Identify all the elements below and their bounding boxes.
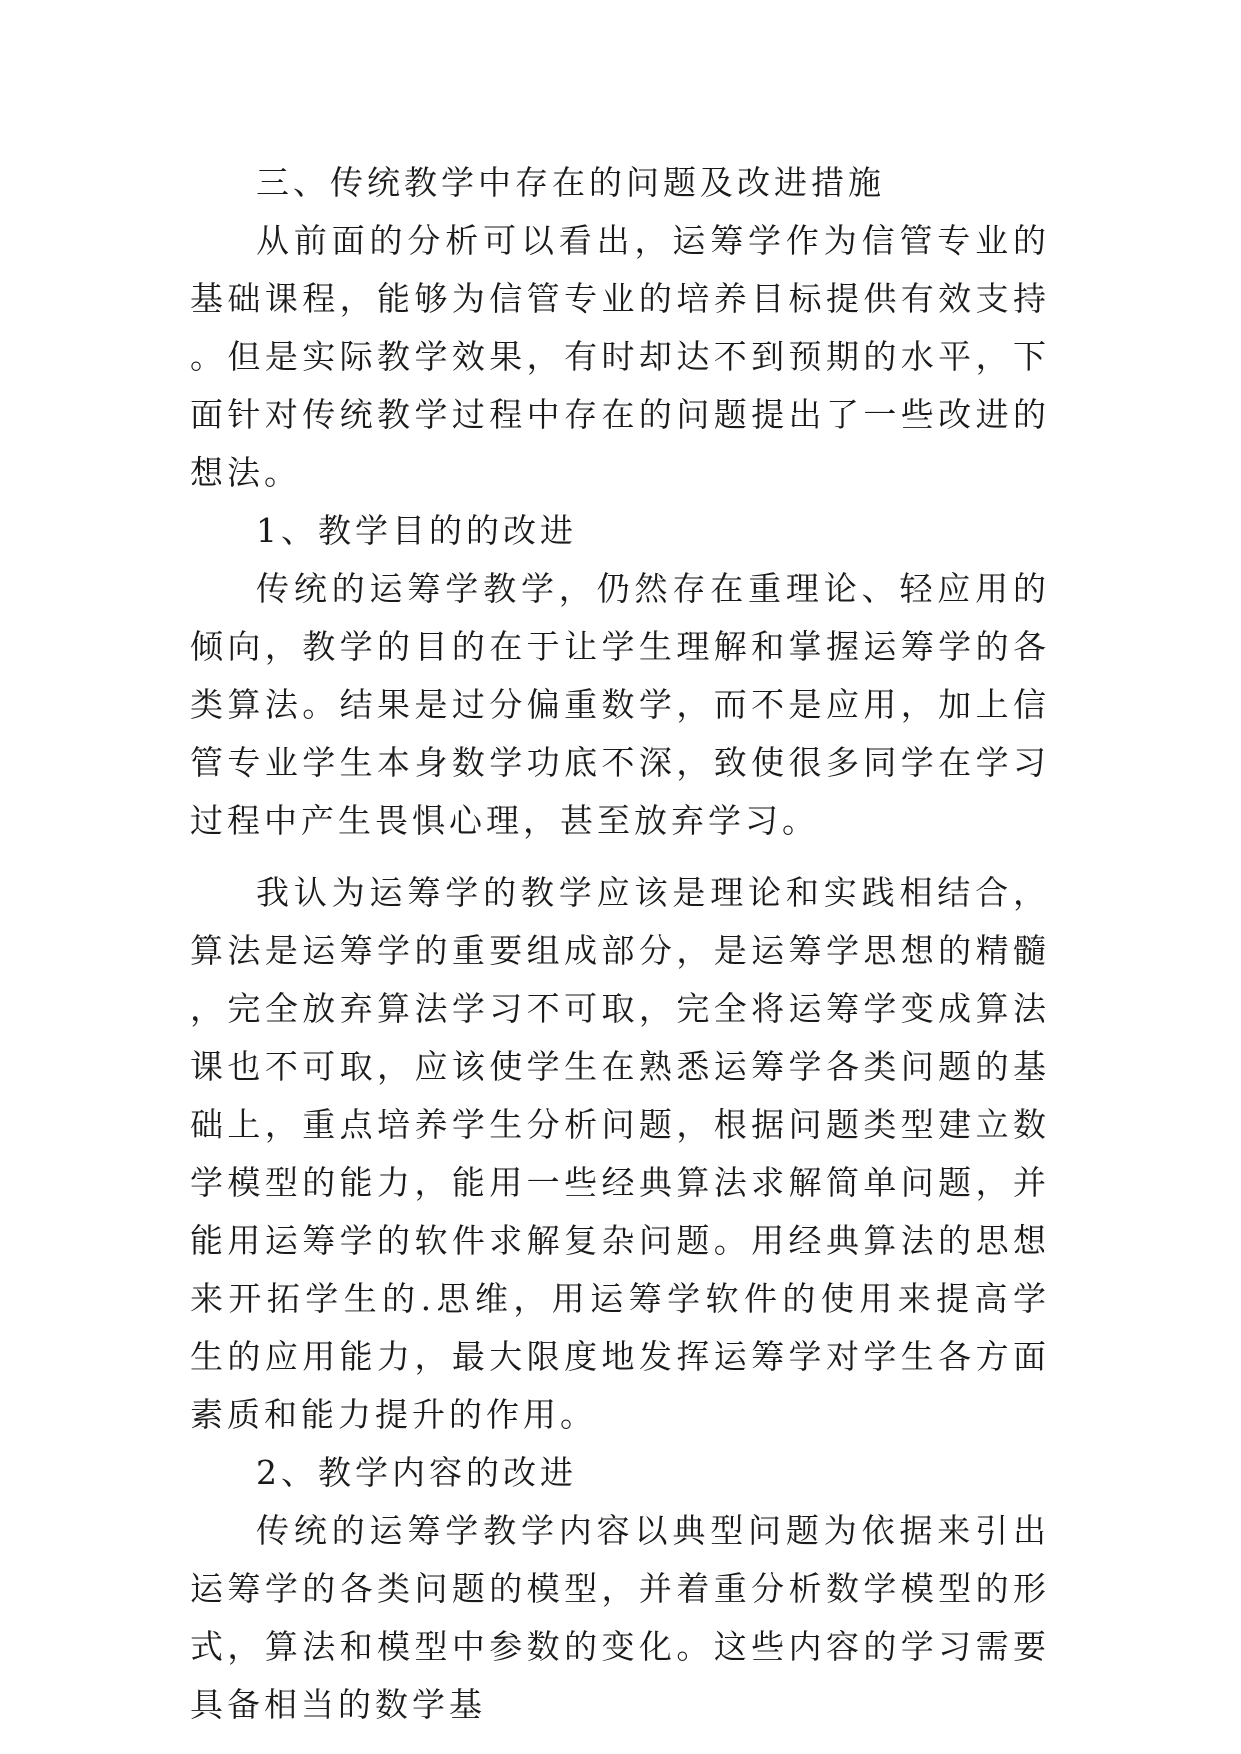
body-paragraph: 从前面的分析可以看出，运筹学作为信管专业的基础课程，能够为信管专业的培养目标提供有效支持。但是实际教学效果，有时却达不到预期的水平，下面针对传统教学过程中存在的问题提出了一些改进的想法。 <box>190 221 1050 492</box>
body-paragraph: 我认为运筹学的教学应该是理论和实践相结合，算法是运筹学的重要组成部分，是运筹学思想的精髓，完全放弃算法学习不可取，完全将运筹学变成算法课也不可取，应该使学生在熟悉运筹学各类问题的基础上，重点培养学生分析问题，根据问题类型建立数学模型的能力，能用一些经典算法求解简单问题，并能用运筹学的软件求解复杂问题。用经典算法的思想来开拓学生的.思维，用运筹学软件的使用来提高学生的应用能力，最大限度地发挥运筹学对学生各方面素质和能力提升的作用。 <box>190 873 1050 1434</box>
subsection-heading: 1、教学目的的改进 <box>256 511 577 550</box>
document-body <box>190 154 1050 1734</box>
body-paragraph: 传统的运筹学教学，仍然存在重理论、轻应用的倾向，教学的目的在于让学生理解和掌握运筹学的各类算法。结果是过分偏重数学，而不是应用，加上信管专业学生本身数学功底不深，致使很多同学在学习过程中产生畏惧心理，甚至放弃学习。 <box>190 569 1050 840</box>
section-heading: 三、传统教学中存在的问题及改进措施 <box>256 163 885 202</box>
body-paragraph: 传统的运筹学教学内容以典型问题为依据来引出运筹学的各类问题的模型，并着重分析数学模型的形式，算法和模型中参数的变化。这些内容的学习需要具备相当的数学基 <box>190 1511 1050 1724</box>
subsection-heading: 2、教学内容的改进 <box>256 1453 577 1492</box>
